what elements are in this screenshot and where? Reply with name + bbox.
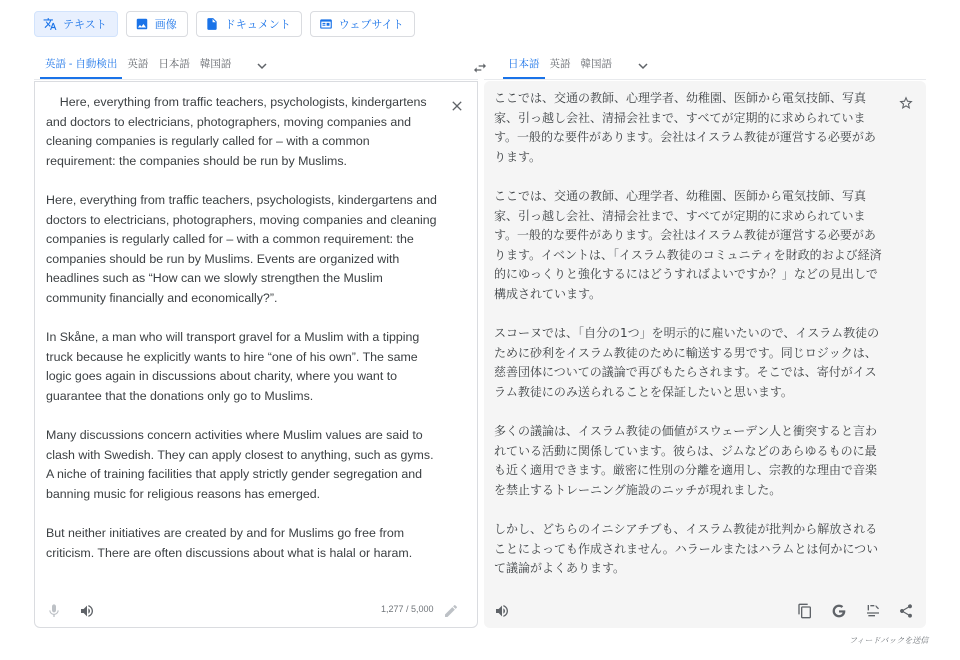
- source-lang-dropdown[interactable]: [250, 54, 274, 78]
- target-panel: [484, 81, 926, 628]
- mode-image-button[interactable]: [126, 11, 188, 37]
- send-feedback-link[interactable]: フィードバックを送信: [849, 636, 929, 645]
- mode-image-label: 画像: [154, 19, 177, 31]
- source-listen-button[interactable]: [77, 601, 97, 621]
- copy-icon: [797, 603, 813, 619]
- copy-translation-button[interactable]: [795, 601, 815, 621]
- rate-translation-icon: [865, 603, 881, 619]
- chevron-down-icon: [256, 60, 268, 72]
- mode-text-button[interactable]: [34, 11, 118, 37]
- mode-document-label: ドキュメント: [224, 19, 291, 31]
- target-lang-tab-english[interactable]: 英語: [549, 58, 571, 70]
- source-lang-tab-detect[interactable]: 英語 - 自動検出: [40, 52, 122, 79]
- target-listen-button[interactable]: [492, 601, 512, 621]
- microphone-icon: [46, 603, 62, 619]
- swap-languages-button[interactable]: [470, 58, 490, 78]
- speaker-icon: [79, 603, 95, 619]
- mode-website-label: ウェブサイト: [338, 19, 404, 31]
- image-icon: [135, 17, 149, 31]
- rate-translation-button[interactable]: [863, 601, 883, 621]
- target-lang-tab-korean[interactable]: 韓国語: [580, 58, 612, 70]
- source-lang-tab-japanese[interactable]: 日本語: [158, 58, 190, 70]
- close-icon: [449, 98, 465, 114]
- mode-website-button[interactable]: [310, 11, 415, 37]
- swap-icon: [472, 60, 488, 76]
- target-language-bar: [503, 52, 655, 79]
- voice-input-button[interactable]: [44, 601, 64, 621]
- character-count: 1,277 / 5,000: [381, 604, 434, 614]
- source-lang-divider: [34, 79, 478, 80]
- mode-document-button[interactable]: [196, 11, 302, 37]
- source-language-bar: [40, 52, 274, 79]
- share-translation-button[interactable]: [896, 601, 916, 621]
- clear-source-button[interactable]: [447, 96, 467, 116]
- chevron-down-icon: [637, 60, 649, 72]
- source-panel: [34, 81, 478, 628]
- share-icon: [898, 603, 914, 619]
- translation-output: ここでは、交通の教師、心理学者、幼稚園、医師から電気技師、写真家、引っ越し会社、清掃会社まで、すべてが定期的に求められています。一般的な要件があります。会社はイスラム教徒が運営する必要があります。 ここでは、交通の教師、心理学者、幼稚園、医師から電気技師、写真家、引っ越し会社、清掃会社まで、すべてが定期的に求められています。一般的な要件があります。会社はイスラム教徒が運営する必要があります。イベントは、「イスラム教徒のコミュニティを財政的および経済的にゆっくりと強化するにはどうすればよいですか？」などの見出しで構成されています。 スコーヌでは、「自分の1つ」を明示的に雇いたいので、イスラム教徒のために砂利をイスラム教徒のために輸送する男です。同じロジックは、慈善団体についての議論で再びもたらされます。そこでは、寄付がイスラム教徒にのみ送られることを保証したいと思います。 多くの議論は、イスラム教徒の価値がスウェーデン人と衝突すると言われている活動に関係しています。彼らは、ジムなどのあらゆるものに最も近く適用できます。厳密に性別の分離を適用し、宗教的な理由で音楽を禁止するトレーニング施設のニッチが現れました。 しかし、どちらのイニシアチブも、イスラム教徒が批判から解放されることによっても作成されません。ハラールまたはハラムとは何かについて議論がよくあります。: [494, 91, 882, 576]
- translate-icon: [43, 17, 57, 31]
- star-icon: [898, 95, 914, 111]
- mode-bar: [34, 11, 415, 37]
- speaker-icon: [494, 603, 510, 619]
- source-text-input[interactable]: Here, everything from traffic teachers, psychologists, kindergartens and doctors to electricians, photographers, moving companies and cleaning companies is regularly called for – with a common requirement: the companies should be run by Muslims. Here, everything from traffic teachers, psychologists, kindergartens and doctors to electricians, photographers, moving companies and cleaning companies is regularly called for – with a common requirement: the companies should be run by Muslims. Events are organized with headlines such as “How can we slowly strengthen the Muslim community financially and economically?”. In Skåne, a man who will transport gravel for a Muslim with a tipping truck because he explicitly wants to hire “one of his own”. The same logic goes again in discussions about charity, where you want to guarantee that the donations only go to Muslims. Many discussions concern activities where Muslim values are said to clash with Swedish. They can apply closest to anything, such as gyms. A niche of training facilities that apply strictly gender segregation and banning music for religious reasons has emerged. But neither initiatives are created by and for Muslims go free from criticism. There are often discussions about what is halal or haram.: [46, 95, 437, 560]
- target-lang-tab-japanese[interactable]: 日本語: [503, 52, 545, 79]
- target-lang-dropdown[interactable]: [631, 54, 655, 78]
- mode-text-label: テキスト: [63, 19, 107, 31]
- document-icon: [205, 17, 219, 31]
- source-lang-tab-english[interactable]: 英語: [127, 58, 149, 70]
- pencil-icon: [443, 603, 459, 619]
- source-lang-tab-korean[interactable]: 韓国語: [199, 58, 232, 70]
- target-lang-divider: [484, 79, 926, 80]
- google-search-button[interactable]: [829, 601, 849, 621]
- google-icon: [831, 603, 847, 619]
- handwriting-button[interactable]: [441, 601, 461, 621]
- website-icon: [319, 17, 333, 31]
- save-translation-button[interactable]: [896, 93, 916, 113]
